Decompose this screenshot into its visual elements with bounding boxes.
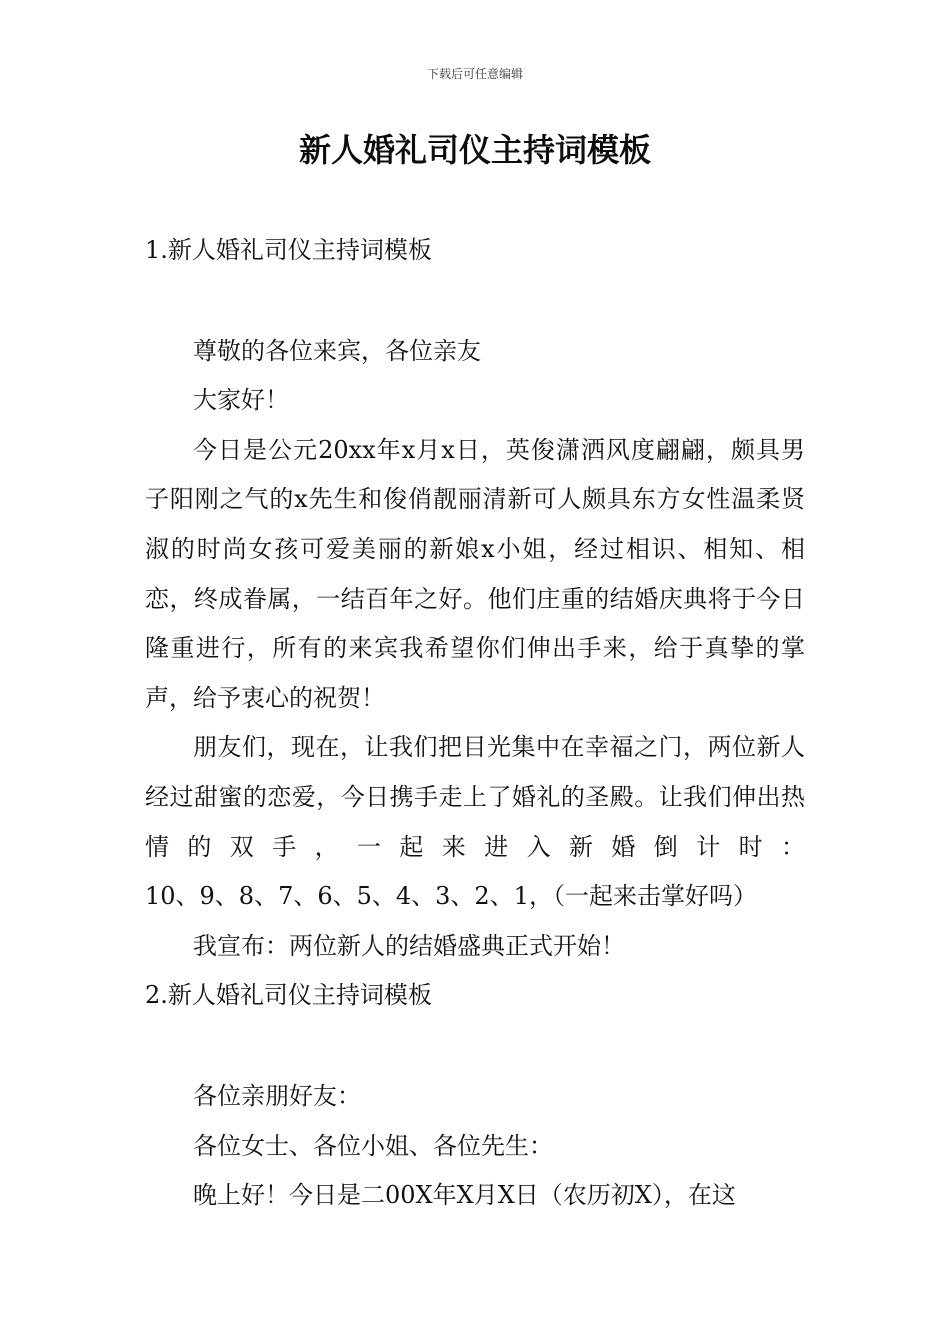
section-heading: 2.新人婚礼司仪主持词模板 — [145, 981, 432, 1010]
section-heading: 1.新人婚礼司仪主持词模板 — [145, 236, 432, 264]
header-note: 下载后可任意编辑 — [426, 67, 523, 81]
document-body — [145, 226, 805, 1221]
paragraph-gap — [145, 276, 805, 327]
paragraph-gap — [145, 1021, 805, 1072]
paragraph: 我宣布：两位新人的结婚盛典正式开始！ — [193, 931, 625, 960]
document-title: 新人婚礼司仪主持词模板 — [298, 131, 651, 169]
paragraph: 各位女士、各位小姐、各位先生： — [193, 1131, 553, 1160]
paragraph: 晚上好！今日是二00X年X月X日（农历初X），在这 — [193, 1181, 736, 1210]
paragraph: 10、9、8、7、6、5、4、3、2、1，（一起来击掌好吗） — [145, 882, 757, 911]
paragraph: 各位亲朋好友： — [193, 1081, 361, 1110]
paragraph: 尊敬的各位来宾，各位亲友 — [193, 336, 481, 365]
paragraph: 今日是公元20xx年x月x日，英俊潇洒风度翩翩，颇具男子阳刚之气的x先生和俊俏靓丽清新可人颇具东方女性温柔贤淑的时尚女孩可爱美丽的新娘x小姐，经过相识、相知、相恋，终成眷属，一结百年之好。他们庄重的结婚庆典将于今日隆重进行，所有的来宾我希望你们伸出手来，给于真挚的掌声，给予衷心的祝贺！ — [145, 435, 805, 712]
paragraph: 大家好！ — [193, 386, 289, 415]
paragraph: 朋友们，现在，让我们把目光集中在幸福之门，两位新人经过甜蜜的恋爱，今日携手走上了婚礼的圣殿。让我们伸出热情的双手，一起来进入新婚倒计时： — [145, 733, 805, 861]
